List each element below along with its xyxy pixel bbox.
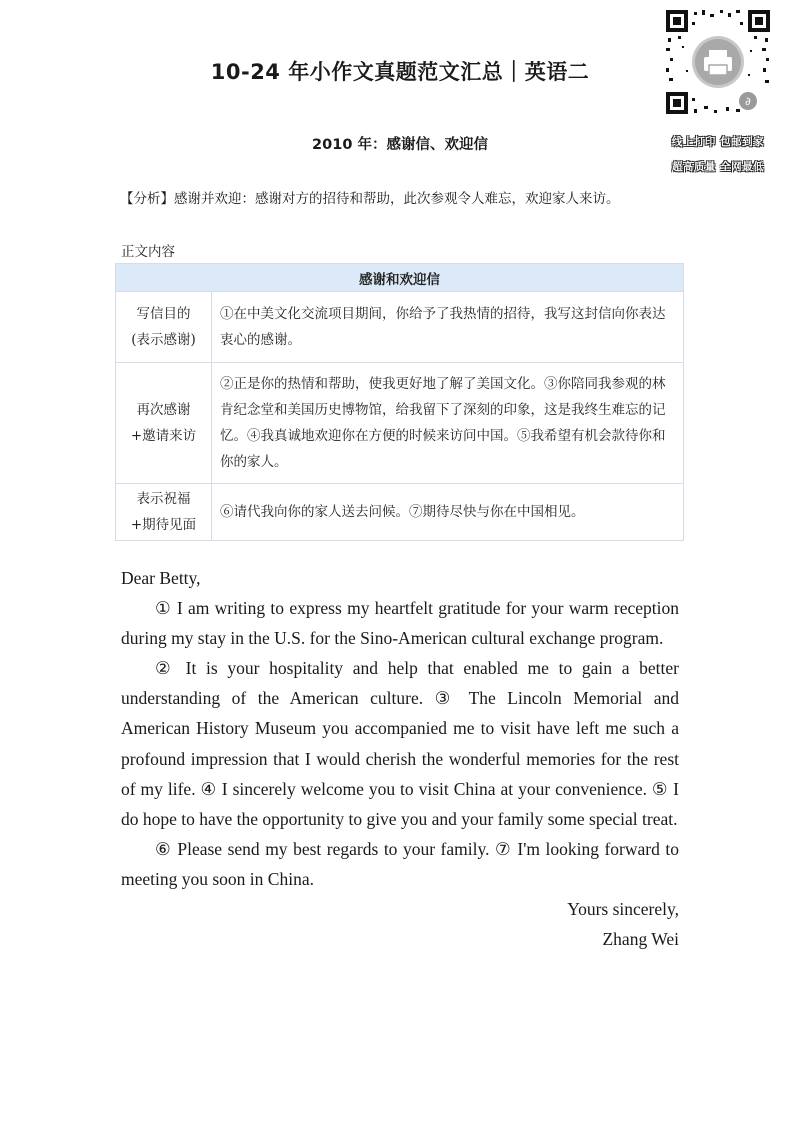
promo-line-1: 线上打印 包邮到家 [671,136,765,148]
category-line: +邀请来访 [130,428,197,444]
table-content: ⑥请代我向你的家人送去问候。⑦期待尽快与你在中国相见。 [212,484,684,541]
category-line: (表示感谢) [131,332,196,348]
category-line: +期待见面 [130,517,197,533]
letter-body [121,563,679,954]
category-line: 写信目的 [136,306,191,322]
summary-table [115,263,684,541]
letter-paragraph: ① I am writing to express my heartfelt gratitude for your warm reception during my stay in the U.S. for the Sino-American cultural exchange program. [121,598,679,649]
table-category [116,292,212,363]
promo-line-2: 超高质量 全网最低 [671,161,765,173]
page-title: 10-24 年小作文真题范文汇总｜英语二 [210,60,590,84]
table-row [116,484,684,541]
letter-salutation: Dear Betty, [121,568,201,588]
qr-code-printer-icon[interactable] [664,8,772,116]
table-category [116,484,212,541]
letter-signature: Zhang Wei [602,929,679,950]
table-content: ①在中美文化交流项目期间，你给予了我热情的招待，我写这封信向你表达衷心的感谢。 [212,292,684,363]
table-category [116,363,212,484]
svg-text:∂: ∂ [745,95,751,108]
category-line: 再次感谢 [136,402,191,418]
letter-paragraph: ② It is your hospitality and help that enabled me to gain a better understanding of the American culture. ③ The Lincoln Memorial and American History Museum you accompanied me to visit have left me such a profound impression that I would cherish the wonderful memories for the rest of my life. ④ I sincerely welcome you to visit China at your convenience. ⑤ I do hope to have the opportunity to give you and your family some special treat. [121,658,679,829]
analysis-text: 【分析】感谢并欢迎：感谢对方的招待和帮助，此次参观令人难忘，欢迎家人来访。 [120,191,620,207]
section-label: 正文内容 [121,244,175,260]
table-row [116,292,684,363]
table-content: ②正是你的热情和帮助，使我更好地了解了美国文化。③你陪同我参观的林肯纪念堂和美国历史博物馆，给我留下了深刻的印象，这是我终生难忘的记忆。④我真诚地欢迎你在方便的时候来访问中国。⑤我希望有机会款待你和你的家人。 [212,363,684,484]
category-line: 表示祝福 [136,491,191,507]
letter-paragraph: ⑥ Please send my best regards to your family. ⑦ I'm looking forward to meeting you soon in China. [121,838,679,889]
section-subtitle: 2010 年：感谢信、欢迎信 [312,137,488,153]
letter-closing: Yours sincerely, [567,899,679,920]
table-header: 感谢和欢迎信 [116,264,684,292]
table-row [116,363,684,484]
